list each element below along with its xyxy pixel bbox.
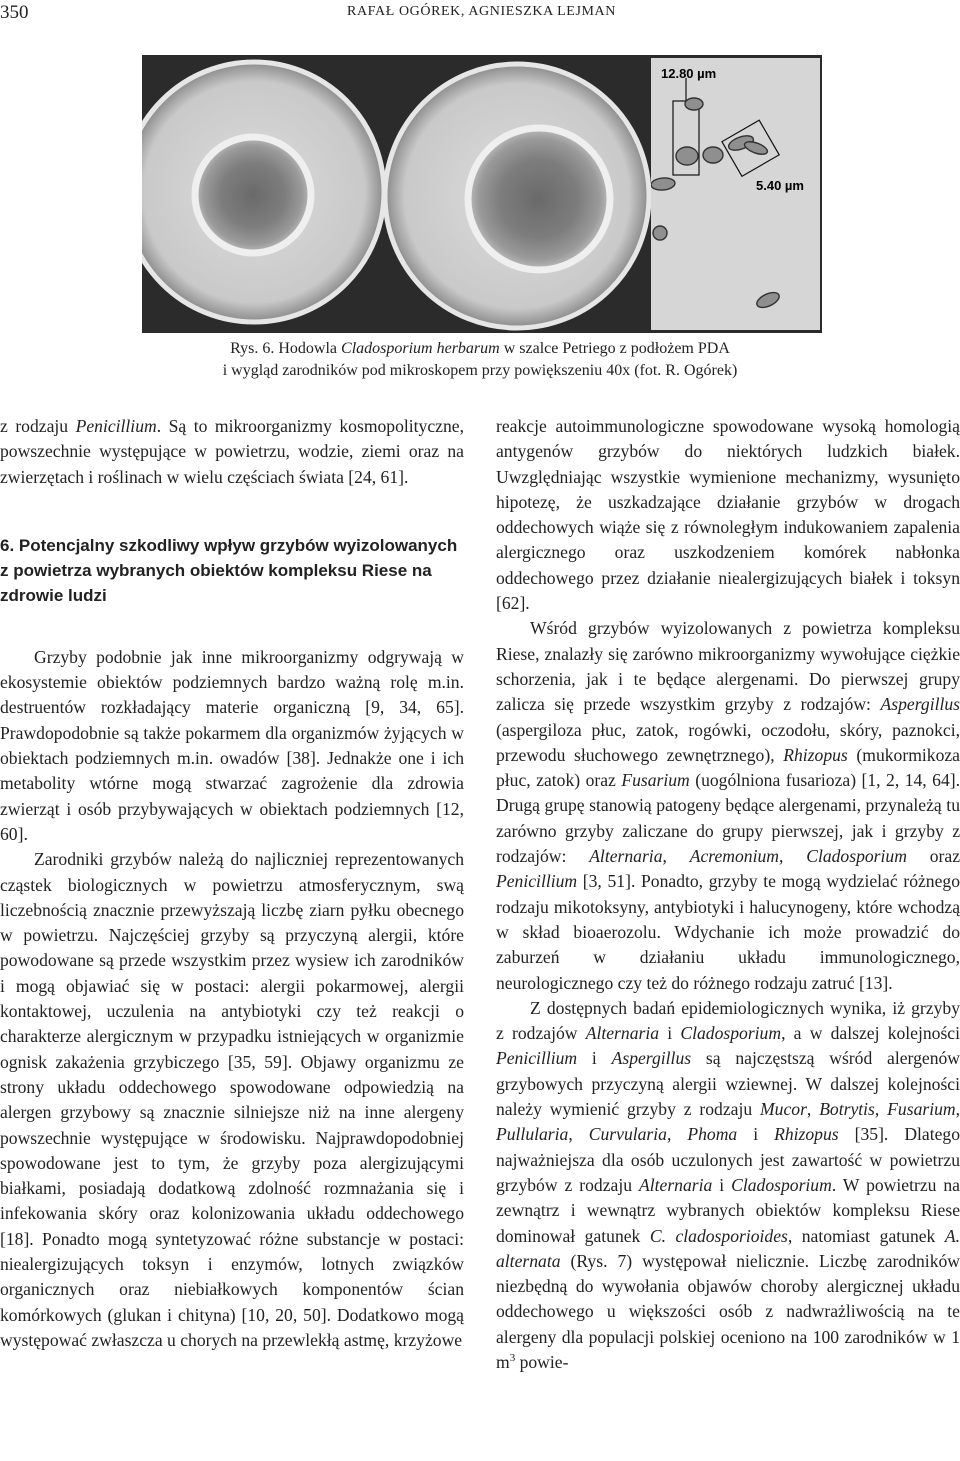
caption-species: Cladosporium herbarum	[341, 340, 500, 357]
caption-text: Rys. 6. Hodowla	[230, 340, 342, 357]
colony-right	[468, 128, 610, 270]
running-head: RAFAŁ OGÓREK, AGNIESZKA LEJMAN	[347, 4, 616, 19]
right-column	[496, 414, 960, 1375]
spore-micrograph	[651, 58, 820, 330]
section-heading: 6. Potencjalny szkodliwy wpływ grzybów wyizolowanych z powietrza wybranych obiektów kompleksu Riese na zdrowie ludzi	[0, 535, 458, 605]
colony-left	[195, 137, 311, 253]
figure-caption	[140, 338, 820, 382]
caption-text: w szalce Petriego z podłożem PDA	[499, 340, 730, 357]
caption-text: i wygląd zarodników pod mikroskopem przy powiększeniu 40x (fot. R. Ogórek)	[222, 362, 738, 379]
scale-label-5-40: 5.40 µm	[756, 178, 804, 193]
paragraph: Grzyby podobnie jak inne mikroorganizmy odgrywają w ekosystemie obiektów podziemnych bardzo ważną rolę m.in. destruentów rozkładający materie organiczną [9, 34, 65]. Prawdopodobnie są także pokarmem dla organizmów żyjących w obiektach podziemnych m.in. owadów [38]. Jednakże one i ich metabolity wtórne mogą stwarzać zagrożenie dla zdrowia zwierząt i osób przybywających w obiektach podziemnych [12, 60].	[0, 646, 464, 844]
page-number: 350	[0, 2, 29, 23]
paragraph: reakcje autoimmunologiczne spowodowane wysoką homologią antygenów grzybów do niektórych ludzkich białek. Uwzględniając wszystkie wymienione mechanizmy, wysunięto hipotezę, że uszkadzające działanie grzybów w drogach oddechowych wiąże się z równoległym indukowaniem zapalenia alergicznego oraz uszkodzeniem komórek nabłonka oddechowego przez działanie niealergizujących białek i toksyn [62].	[496, 416, 960, 614]
left-column	[0, 414, 464, 1353]
paragraph: Zarodniki grzybów należą do najliczniej reprezentowanych cząstek biologicznych w powietrzu atmosferycznym, swą liczebnością znacznie przewyższają liczbę ziarn pyłku obecnego w powietrzu. Najczęściej grzyby są przyczyną alergii, które powodowane są przede wszystkim przez wysiew ich zarodników i mogą objawiać się w postaci: alergii pokarmowej, alergii kontaktowej, uczulenia na antybiotyki czy też reakcji o charakterze alergicznym w przypadku istniejących w organizmie ognisk zakażenia grzybiczego [35, 59]. Objawy organizmu ze strony układu oddechowego spowodowane odpowiedzią na alergen grzybowy są znacznie silniejsze niż na inne alergeny powszechnie występujące w środowisku. Najprawdopodobniej spowodowane jest to tym, że grzyby poza alergizującymi białkami, posiadają dodatkową zdolność rozmnażania się i infekowania skóry oraz kolonizowania układu oddechowego [18]. Ponadto mogą syntetyzować różne substancje w postaci: niealergizujących toksyn i enzymów, lotnych związków organicznych oraz niebiałkowych komponentów ścian komórkowych (glukan i chityna) [10, 20, 50]. Dodatkowo mogą występować zwłaszcza u chorych na przewlekłą astmę, krzyżowe	[0, 849, 464, 1350]
paragraph: z rodzaju Penicillium. Są to mikroorganizmy kosmopolityczne, powszechnie występujące w powietrzu, wodzie, ziemi oraz na zwierzętach i roślinach w wielu częściach świata [24, 61].	[0, 416, 464, 487]
paragraph: Wśród grzybów wyizolowanych z powietrza kompleksu Riese, znalazły się zarówno mikroorganizmy wywołujące ciężkie schorzenia, jak i te będące alergenami. Do pierwszej grupy zalicza się przede wszystkim grzyby z rodzajów: Aspergillus (aspergiloza płuc, zatok, rogówki, oczodołu, skóry, paznokci, przewodu słuchowego zewnętrznego), Rhizopus (mukormikoza płuc, zatok) oraz Fusarium (uogólniona fusarioza) [1, 2, 14, 64]. Drugą grupę stanowią patogeny będące alergenami, przynależą tu zarówno grzyby zaliczane do grupy pierwszej, jak i grzyby z rodzajów: Alternaria, Acremonium, Cladosporium oraz Penicillium [3, 51]. Ponadto, grzyby te mogą wydzielać różnego rodzaju mikotoksyny, antybiotyki i halucynogeny, które wchodzą w skład bioaerozolu. Wdychanie ich może prowadzić do zaburzeń w działaniu układu immunologicznego, neurologicznego czy też do różnego rodzaju zatruć [13].	[496, 618, 960, 993]
spore-illustration	[651, 58, 820, 330]
scale-label-12-80: 12.80 µm	[661, 66, 717, 81]
paragraph: Z dostępnych badań epidemiologicznych wynika, iż grzyby z rodzajów Alternaria i Cladosporium, a w dalszej kolejności Penicillium i Aspergillus są najczęstszą wśród alergenów grzybowych przyczyną alergii wziewnej. W dalszej kolejności należy wymienić grzyby z rodzaju Mucor, Botrytis, Fusarium, Pullularia, Curvularia, Phoma i Rhizopus [35]. Dlatego najważniejsza dla osób uczulonych jest zawartość w powietrzu grzybów z rodzaju Alternaria i Cladosporium. W powietrzu na zewnątrz i wewnątrz wybranych obiektów kompleksu Riese dominował gatunek C. cladosporioides, natomiast gatunek A. alternata (Rys. 7) występował nielicznie. Liczbę zarodników niezbędną do wywołania objawów choroby alergicznej układu oddechowego u większości osób z nadwrażliwością na te alergeny dla populacji polskiej oceniono na 100 zarodników w 1 $m^3$ powie-	[496, 997, 960, 1372]
